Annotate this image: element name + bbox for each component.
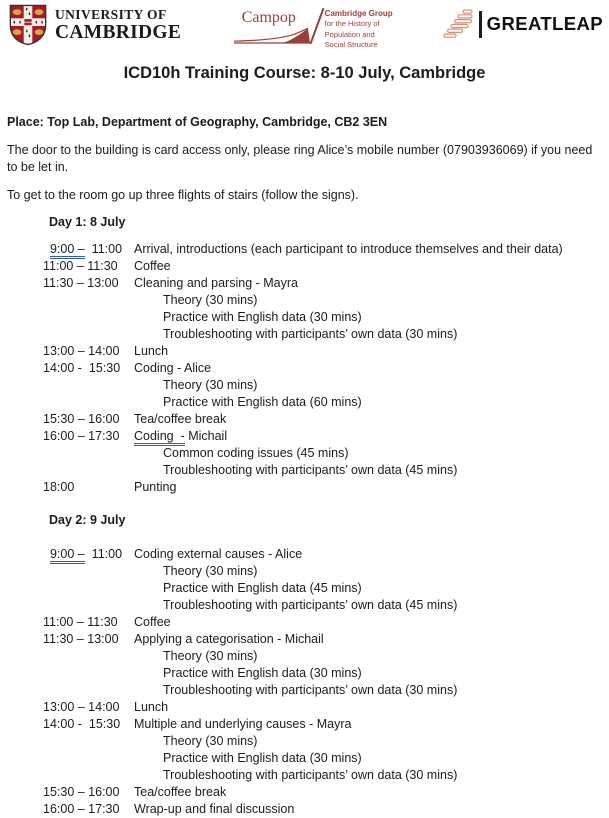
campop-logo xyxy=(232,6,393,51)
schedule-row xyxy=(0,394,609,411)
schedule-activity: Applying a categorisation - Michail xyxy=(134,632,324,646)
schedule-activity: Multiple and underlying causes - Mayra xyxy=(134,717,352,731)
greatleap-logo xyxy=(443,9,603,39)
schedule-time: 11:00 – 11:30 xyxy=(43,259,118,273)
schedule-row xyxy=(0,360,609,377)
campop-text-line3: Population and xyxy=(324,29,375,39)
cambridge-wordmark-line2: CAMBRIDGE xyxy=(55,22,182,43)
schedule-activity: Troubleshooting with participants’ own data (30 mins) xyxy=(163,327,458,341)
schedule-row xyxy=(0,580,609,597)
schedule-activity: Tea/coffee break xyxy=(134,412,227,426)
schedule-row xyxy=(0,546,609,563)
schedule-time: 18:00 xyxy=(43,480,75,494)
schedule-activity: Lunch xyxy=(134,344,169,358)
schedule-activity: Practice with English data (30 mins) xyxy=(163,310,362,324)
schedule-row xyxy=(0,462,609,479)
campop-logo-name: Campop xyxy=(241,9,296,26)
stairs-note: To get to the room go up three flights of stairs (follow the signs). xyxy=(7,188,359,202)
schedule-row xyxy=(0,326,609,343)
schedule-time xyxy=(43,750,134,767)
day-2-schedule xyxy=(0,546,609,818)
logo-header xyxy=(0,0,609,48)
schedule-activity: Theory (30 mins) xyxy=(163,378,258,392)
schedule-activity: Troubleshooting with participants’ own data (30 mins) xyxy=(163,768,458,782)
campop-text-line4: Social Structure xyxy=(324,40,378,50)
cambridge-logo xyxy=(8,4,181,46)
schedule-activity: Theory (30 mins) xyxy=(163,734,258,748)
schedule-time xyxy=(43,767,134,784)
schedule-activity: Coding - Alice xyxy=(134,361,212,375)
schedule-row xyxy=(0,258,609,275)
schedule-time xyxy=(43,377,134,394)
schedule-time: 14:00 - 15:30 xyxy=(43,361,121,375)
schedule-row xyxy=(0,733,609,750)
schedule-time: 9:00 – 11:00 xyxy=(43,546,134,563)
schedule-activity: Coffee xyxy=(134,259,171,273)
campop-text-block xyxy=(325,8,393,51)
cambridge-wordmark-line1: UNIVERSITY OF xyxy=(55,6,167,22)
schedule-activity: Common coding issues (45 mins) xyxy=(163,446,349,460)
schedule-activity: Coding external causes - Alice xyxy=(134,547,303,561)
greatleap-divider xyxy=(479,11,482,38)
schedule-activity: Theory (30 mins) xyxy=(163,649,258,663)
schedule-row xyxy=(0,631,609,648)
schedule-time: 16:00 – 17:30 xyxy=(43,802,120,816)
schedule-row xyxy=(0,801,609,818)
schedule-time xyxy=(43,597,134,614)
page-title: ICD10h Training Course: 8-10 July, Cambridge xyxy=(123,64,486,82)
schedule-time: 15:30 – 16:00 xyxy=(43,785,120,799)
schedule-time xyxy=(43,563,134,580)
schedule-row xyxy=(0,377,609,394)
schedule-row xyxy=(0,699,609,716)
schedule-row xyxy=(0,292,609,309)
grammar-underline: 9:00 – xyxy=(50,547,85,564)
schedule-activity: Practice with English data (60 mins) xyxy=(163,395,362,409)
schedule-time xyxy=(43,733,134,750)
schedule-row xyxy=(0,682,609,699)
schedule-row xyxy=(0,648,609,665)
schedule-row xyxy=(0,428,609,445)
schedule-row xyxy=(0,343,609,360)
day-2-section xyxy=(0,512,609,818)
campop-logo-left xyxy=(232,6,320,46)
cambridge-crest-icon xyxy=(8,4,48,46)
day-1-schedule xyxy=(0,241,609,496)
day-1-section xyxy=(0,214,609,496)
schedule-time: 14:00 - 15:30 xyxy=(43,717,121,731)
schedule-time: 11:30 – 13:00 xyxy=(43,632,119,646)
schedule-time: 9:00 – 11:00 xyxy=(43,241,134,258)
grammar-underline: Coding - xyxy=(134,429,185,446)
schedule-row xyxy=(0,445,609,462)
schedule-row xyxy=(0,411,609,428)
schedule-activity: Punting xyxy=(134,480,177,494)
door-access-note: The door to the building is card access only, please ring Alice’s mobile number (07903936069) if you need to be let in. xyxy=(7,143,593,174)
schedule-time: 16:00 – 17:30 xyxy=(43,429,120,443)
schedule-time xyxy=(43,648,134,665)
schedule-activity: Tea/coffee break xyxy=(134,785,227,799)
grammar-underline: 9:00 – xyxy=(50,242,85,259)
cambridge-wordmark xyxy=(55,8,181,43)
schedule-row xyxy=(0,479,609,496)
schedule-time xyxy=(43,445,134,462)
schedule-activity: Practice with English data (30 mins) xyxy=(163,666,362,680)
schedule-activity: Practice with English data (45 mins) xyxy=(163,581,362,595)
schedule-activity: Theory (30 mins) xyxy=(163,293,258,307)
schedule-time xyxy=(43,326,134,343)
schedule-row xyxy=(0,241,609,258)
schedule-activity: Troubleshooting with participants’ own data (30 mins) xyxy=(163,683,458,697)
schedule-activity: Coding - Michail xyxy=(134,428,227,445)
schedule-time: 13:00 – 14:00 xyxy=(43,700,120,714)
schedule-activity: Troubleshooting with participants’ own data (45 mins) xyxy=(163,463,458,477)
schedule-activity: Coffee xyxy=(134,615,171,629)
schedule-activity: Troubleshooting with participants’ own data (45 mins) xyxy=(163,598,458,612)
schedule-activity: Wrap-up and final discussion xyxy=(134,802,295,816)
schedule-activity: Arrival, introductions (each participant to introduce themselves and their data) xyxy=(134,242,563,256)
campop-text-line1: Cambridge Group xyxy=(324,9,393,18)
schedule-time xyxy=(43,580,134,597)
schedule-time xyxy=(43,394,134,411)
campop-text-line2: for the History of xyxy=(324,19,380,29)
schedule-activity: Cleaning and parsing - Mayra xyxy=(134,276,298,290)
schedule-time xyxy=(43,292,134,309)
schedule-row xyxy=(0,597,609,614)
schedule-time xyxy=(43,665,134,682)
schedule-time: 11:00 – 11:30 xyxy=(43,615,118,629)
schedule-time: 15:30 – 16:00 xyxy=(43,412,120,426)
schedule-row xyxy=(0,614,609,631)
schedule-row xyxy=(0,784,609,801)
schedule-time xyxy=(43,682,134,699)
schedule-row xyxy=(0,716,609,733)
schedule-activity: Theory (30 mins) xyxy=(163,564,258,578)
greatleap-bars-icon xyxy=(443,9,474,39)
schedule-time: 11:30 – 13:00 xyxy=(43,276,119,290)
schedule-row xyxy=(0,750,609,767)
place-line: Place: Top Lab, Department of Geography, Cambridge, CB2 3EN xyxy=(7,115,388,129)
schedule-time xyxy=(43,309,134,326)
schedule-activity: Lunch xyxy=(134,700,169,714)
schedule-row xyxy=(0,767,609,784)
day-1-heading: Day 1: 8 July xyxy=(49,215,126,229)
greatleap-wordmark: GREATLEAP xyxy=(486,13,603,34)
day-2-heading: Day 2: 9 July xyxy=(49,513,126,527)
schedule-row xyxy=(0,563,609,580)
campop-growth-curve-icon xyxy=(232,27,316,46)
schedule-row xyxy=(0,275,609,292)
schedule-row xyxy=(0,665,609,682)
schedule-time xyxy=(43,462,134,479)
schedule-activity: Practice with English data (30 mins) xyxy=(163,751,362,765)
schedule-row xyxy=(0,309,609,326)
schedule-time: 13:00 – 14:00 xyxy=(43,344,120,358)
